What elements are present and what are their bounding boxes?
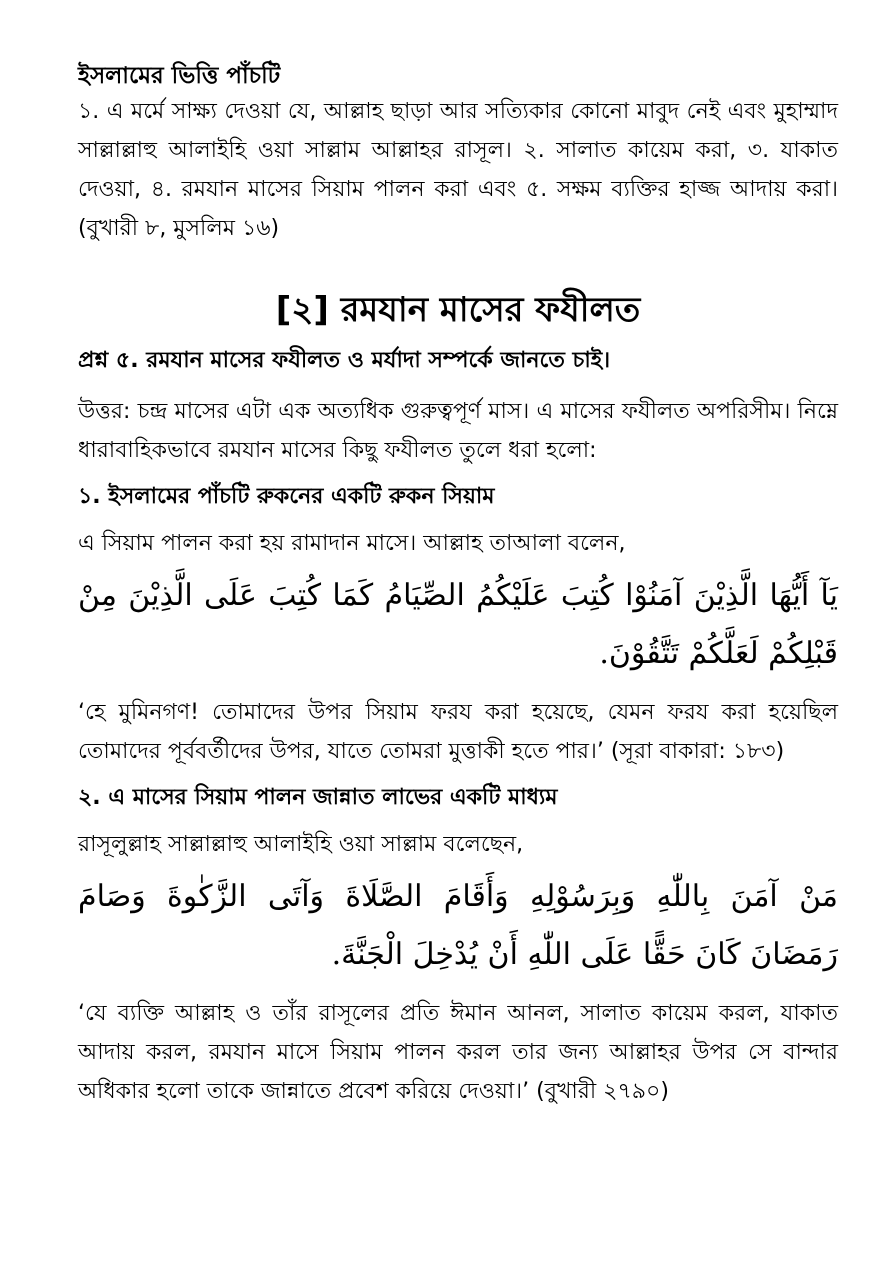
pillars-text: ১. এ মর্মে সাক্ষ্য দেওয়া যে, আল্লাহ ছাড়া আর সত্যিকার কোনো মাবুদ নেই এবং মুহাম্মাদ সাল্লাল্লাহু আলাইহি ওয়া সাল্লাম আল্লাহর রাসূল। ২. সালাত কায়েম করা, ৩. যাকাত দেওয়া, ৪. রমযান মাসের সিয়াম পালন করা এবং ৫. সক্ষম ব্যক্তির হাজ্জ আদায় করা। (বুখারী ৮, মুসলিম ১৬) [78, 99, 838, 241]
point1-arabic-verse: يَآ أَيُّهَا الَّذِيْنَ آمَنُوْا كُتِبَ عَلَيْكُمُ الصِّيَامُ كَمَا كُتِبَ عَلَى الَّذِيْنَ مِنْ قَبْلِكُمْ لَعَلَّكُمْ تَتَّقُوْنَ. [78, 578, 838, 671]
question-text: প্রশ্ন ৫. রমযান মাসের ফযীলত ও মর্যাদা সম্পর্কে জানতে চাই। [78, 348, 611, 373]
point2-arabic-hadith: مَنْ آمَنَ بِاللّٰهِ وَبِرَسُوْلِهِ وَأَقَامَ الصَّلَاةَ وَآتَى الزَّكٰوةَ وَصَامَ رَمَضَانَ كَانَ حَقًّا عَلَى اللّٰهِ أَنْ يُدْخِلَ الْجَنَّةَ. [78, 879, 838, 972]
point1-translation: ‘হে মুমিনগণ! তোমাদের উপর সিয়াম ফরয করা হয়েছে, যেমন ফরয করা হয়েছিল তোমাদের পূর্ববর্তীদের উপর, যাতে তোমরা মুত্তাকী হতে পার।’ (সূরা বাকারা: ১৮৩) [78, 700, 838, 764]
answer-text: উত্তর: চন্দ্র মাসের এটা এক অত্যধিক গুরুত্বপূর্ণ মাস। এ মাসের ফযীলত অপরিসীম। নিম্নে ধারাবাহিকভাবে রমযান মাসের কিছু ফযীলত তুলে ধরা হলো: [78, 399, 838, 463]
point2-intro: রাসূলুল্লাহ সাল্লাল্লাহু আলাইহি ওয়া সাল্লাম বলেছেন, [78, 832, 524, 857]
point1-intro: এ সিয়াম পালন করা হয় রামাদান মাসে। আল্লাহ তাআলা বলেন, [78, 531, 626, 556]
pillars-heading: ইসলামের ভিত্তি পাঁচটি [78, 63, 281, 89]
section-title: [২] রমযান মাসের ফযীলত [275, 290, 641, 330]
point1-heading: ১. ইসলামের পাঁচটি রুকনের একটি রুকন সিয়াম [78, 484, 495, 509]
point2-translation: ‘যে ব্যক্তি আল্লাহ ও তাঁর রাসূলের প্রতি ঈমান আনল, সালাত কায়েম করল, যাকাত আদায় করল, রমযান মাসে সিয়াম পালন করল তার জন্য আল্লাহর উপর সে বান্দার অধিকার হলো তাকে জান্নাতে প্রবেশ করিয়ে দেওয়া।’ (বুখারী ২৭৯০) [78, 1001, 838, 1104]
point2-heading: ২. এ মাসের সিয়াম পালন জান্নাত লাভের একটি মাধ্যম [78, 785, 558, 810]
